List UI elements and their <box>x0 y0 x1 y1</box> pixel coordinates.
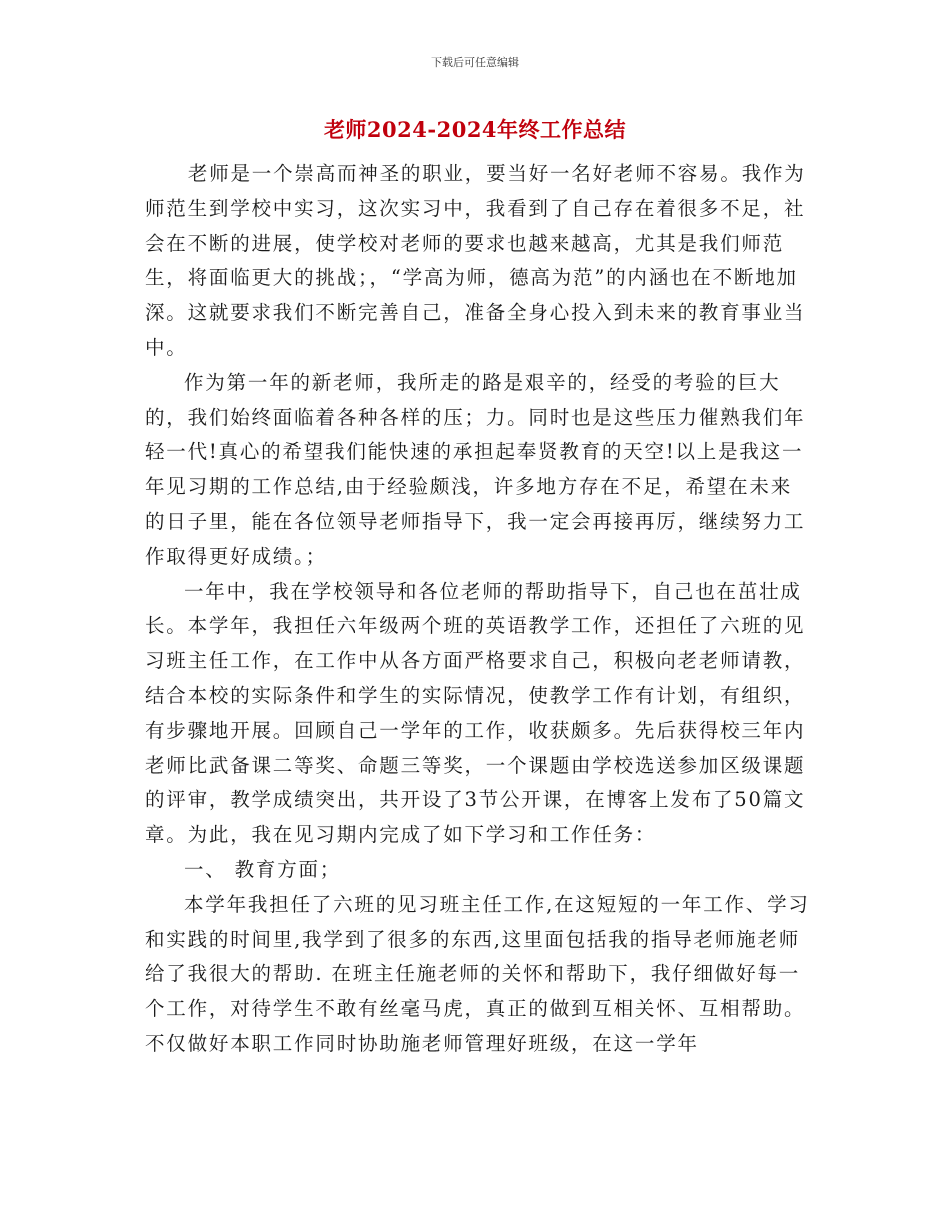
document-body <box>145 157 810 1062</box>
paragraph-year-review: 一年中，我在学校领导和各位老师的帮助指导下，自己也在茁壮成长。本学年，我担任六年级两个班的英语教学工作，还担任了六班的见习班主任工作，在工作中从各方面严格要求自己，积极向老老师请教，结合本校的实际条件和学生的实际情况，使教学工作有计划，有组织，有步骤地开展。回顾自己一学年的工作，收获颇多。先后获得校三年内老师比武备课二等奖、命题三等奖，一个课题由学校选送参加区级课题的评审，教学成绩突出，共开设了3节公开课，在博客上发布了50篇文章。为此，我在见习期内完成了如下学习和工作任务： <box>145 579 806 847</box>
paragraph-new-teacher: 作为第一年的新老师，我所走的路是艰辛的，经受的考验的巨大的，我们始终面临着各种各样的压；力。同时也是这些压力催熟我们年轻一代!真心的希望我们能快速的承担起奉贤教育的天空!以上是我这一年见习期的工作总结,由于经验颇浅，许多地方存在不足，希望在未来的日子里，能在各位领导老师指导下，我一定会再接再厉，继续努力工作取得更好成绩。； <box>145 370 806 568</box>
paragraph-intro: 老师是一个崇高而神圣的职业，要当好一名好老师不容易。我作为师范生到学校中实习，这次实习中，我看到了自己存在着很多不足，社会在不断的进展，使学校对老师的要求也越来越高，尤其是我们师范生，将面临更大的挑战；，“学高为师，德高为范”的内涵也在不断地加深。这就要求我们不断完善自己，准备全身心投入到未来的教育事业当中。 <box>145 162 806 359</box>
document-title: 老师2024-2024年终工作总结 <box>323 117 627 142</box>
paragraph-education: 本学年我担任了六班的见习班主任工作,在这短短的一年工作、学习和实践的时间里,我学到了很多的东西,这里面包括我的指导老师施老师给了我很大的帮助. 在班主任施老师的关怀和帮助下，我仔细做好每一个工作，对待学生不敢有丝毫马虎，真正的做到互相关怀、互相帮助。不仅做好本职工作同时协助施老师管理好班级，在这一学年 <box>145 892 810 1055</box>
header-note: 下载后可任意编辑 <box>431 56 519 69</box>
section-heading-education: 一、 教育方面； <box>184 857 342 881</box>
